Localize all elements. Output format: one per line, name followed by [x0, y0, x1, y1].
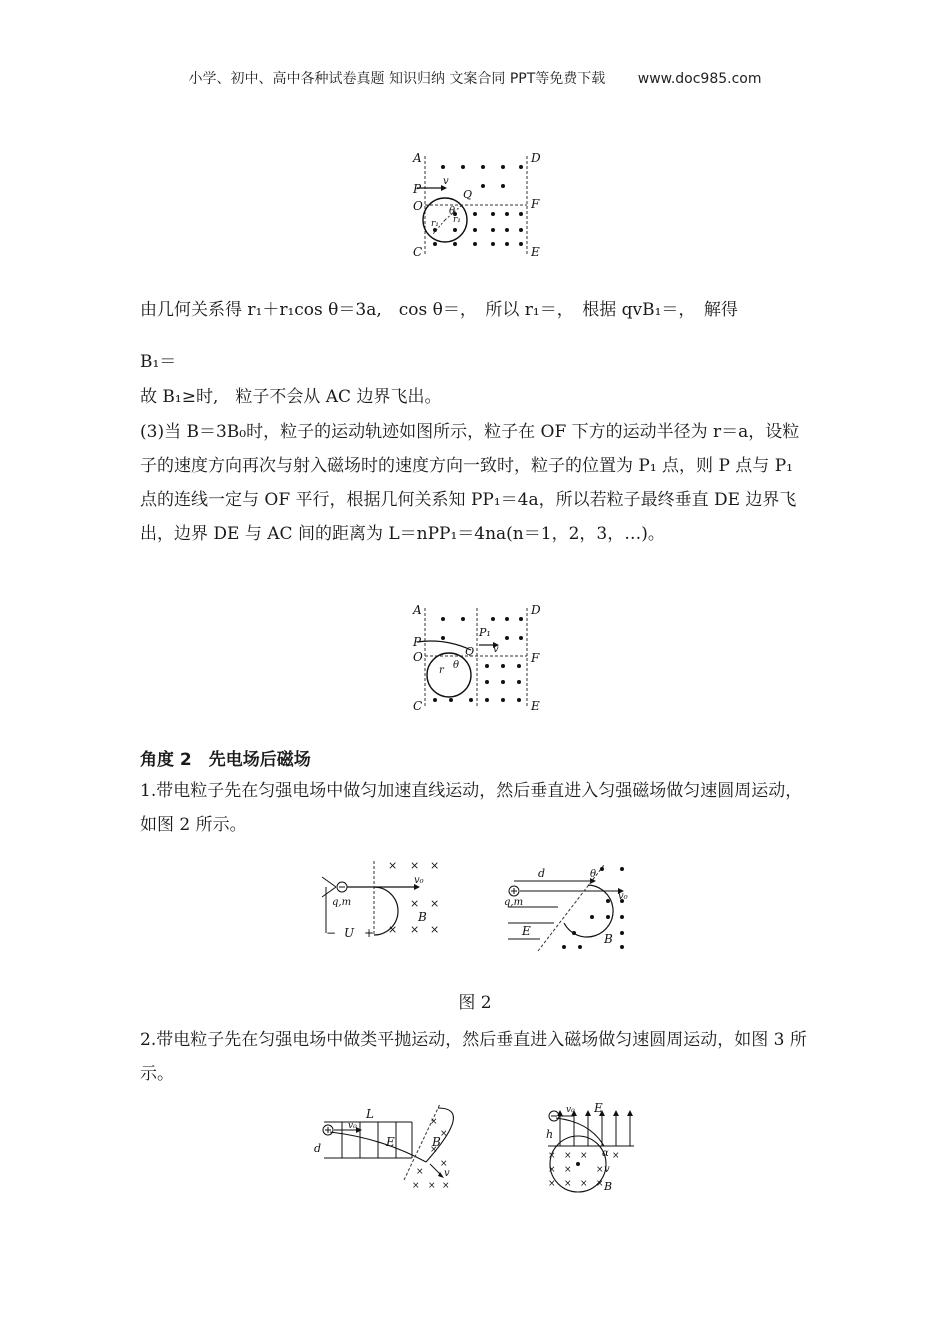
label-theta: θ: [453, 660, 460, 671]
label-A: A: [413, 603, 422, 617]
label-O: O: [413, 199, 423, 213]
label-E: E: [386, 1135, 395, 1149]
svg-text:×: ×: [564, 1151, 572, 1161]
figure-1-magnetic-field: [405, 148, 550, 263]
label-minus: −: [326, 926, 337, 940]
label-v0-right: v₀: [566, 1105, 575, 1115]
label-C: C: [413, 699, 423, 713]
svg-text:×: ×: [564, 1165, 572, 1175]
label-r1-left: r₁: [431, 219, 439, 229]
label-v: v: [493, 644, 499, 655]
svg-text:×: ×: [564, 1179, 572, 1189]
label-plus: +: [364, 926, 375, 940]
label-D: D: [531, 151, 541, 165]
svg-text:×: ×: [410, 859, 420, 872]
label-r: r: [439, 665, 444, 676]
paragraph-conclusion: 故 B₁≥时, 粒子不会从 AC 边界飞出。: [140, 387, 442, 407]
label-E: E: [531, 245, 540, 259]
label-Q: Q: [465, 645, 475, 658]
label-A: A: [413, 151, 422, 165]
svg-text:×: ×: [430, 1117, 438, 1127]
label-B: B: [418, 910, 427, 924]
header-site: www.doc985.com: [637, 71, 762, 87]
label-P1: P₁: [479, 626, 491, 639]
label-d: d: [538, 867, 546, 880]
svg-text:×: ×: [410, 923, 420, 936]
svg-text:×: ×: [416, 1167, 424, 1177]
svg-text:×: ×: [612, 1151, 620, 1161]
label-v0: v₀: [414, 875, 424, 886]
label-Q: Q: [463, 188, 473, 201]
label-qm: q,m: [332, 897, 352, 908]
svg-text:×: ×: [440, 1159, 448, 1169]
label-alpha: α: [602, 1148, 609, 1159]
label-U: U: [344, 926, 355, 940]
label-v-right: v: [604, 1164, 610, 1175]
svg-text:×: ×: [388, 923, 398, 936]
label-B-right: B: [604, 1180, 613, 1193]
svg-text:×: ×: [548, 1151, 556, 1161]
svg-text:×: ×: [548, 1179, 556, 1189]
label-v: v: [444, 1168, 450, 1179]
paragraph-part3: (3)当 B＝3B₀时，粒子的运动轨迹如图所示，粒子在 OF 下方的运动半径为 r＝a，设粒子的速度方向再次与射入磁场时的速度方向一致时，粒子的位置为 P₁ 点，则 P 点与 P₁ 点的连线一定与 OF 平行，根据几何关系知 PP₁＝4a，所以若粒子最终垂直 DE 边界飞出，边界 DE 与 AC 间的距离为 L＝nPP₁＝4na(n＝1，2，3，…)。: [140, 422, 800, 544]
paragraph-method-2: 2.带电粒子先在匀强电场中做类平抛运动，然后垂直进入磁场做匀速圆周运动，如图 3 所示。: [140, 1030, 807, 1084]
svg-text:×: ×: [442, 1181, 450, 1191]
label-B: B: [432, 1135, 441, 1149]
label-D: D: [531, 603, 541, 617]
figure-2-trajectory: [405, 600, 550, 715]
svg-text:×: ×: [430, 923, 440, 936]
svg-text:×: ×: [440, 1129, 448, 1139]
figure-4-projectile-then-magnetic: [312, 1100, 637, 1195]
paragraph-geometry: 由几何关系得 r₁＋r₁cos θ＝3a, cos θ＝， 所以 r₁＝， 根据 qvB₁＝， 解得: [140, 300, 738, 320]
svg-text:×: ×: [548, 1165, 556, 1175]
label-B-right: B: [604, 932, 613, 946]
label-v0: v₀: [348, 1121, 357, 1131]
svg-text:×: ×: [580, 1179, 588, 1189]
label-E-right: E: [594, 1101, 603, 1115]
label-h: h: [546, 1128, 554, 1141]
label-E: E: [522, 924, 531, 938]
svg-text:×: ×: [430, 897, 440, 910]
label-P: P: [413, 182, 422, 196]
svg-text:×: ×: [428, 1181, 436, 1191]
label-E: E: [531, 699, 540, 713]
figure-caption-2: 图 2: [458, 993, 492, 1013]
paragraph-b1: B₁＝: [140, 352, 177, 372]
label-d: d: [314, 1142, 322, 1155]
svg-text:×: ×: [430, 859, 440, 872]
label-L: L: [366, 1107, 374, 1121]
label-theta: θ: [449, 206, 456, 217]
label-v0-right: v₀: [618, 891, 628, 902]
label-r1-right: r₁: [453, 215, 461, 225]
paragraph-method-1: 1.带电粒子先在匀强电场中做匀加速直线运动，然后垂直进入匀强磁场做匀速圆周运动，如图 2 所示。: [140, 781, 803, 835]
label-F: F: [531, 197, 540, 211]
svg-text:×: ×: [580, 1151, 588, 1161]
label-C: C: [413, 245, 423, 259]
figure-3-electric-then-magnetic: [318, 855, 643, 955]
svg-text:×: ×: [596, 1165, 604, 1175]
header-text: 小学、初中、高中各种试卷真题 知识归纳 文案合同 PPT等免费下载: [188, 71, 606, 87]
svg-text:×: ×: [596, 1179, 604, 1189]
section-heading: 角度 2 先电场后磁场: [140, 750, 311, 770]
label-theta: θ: [590, 869, 597, 880]
label-v: v: [443, 176, 449, 187]
svg-text:×: ×: [410, 897, 420, 910]
svg-text:×: ×: [388, 859, 398, 872]
page-header: [0, 68, 950, 88]
label-qm-right: q,m: [504, 897, 524, 908]
svg-text:×: ×: [412, 1181, 420, 1191]
label-P: P: [413, 635, 422, 649]
label-F: F: [531, 651, 540, 665]
label-O: O: [413, 650, 423, 664]
svg-text:×: ×: [430, 1145, 438, 1155]
